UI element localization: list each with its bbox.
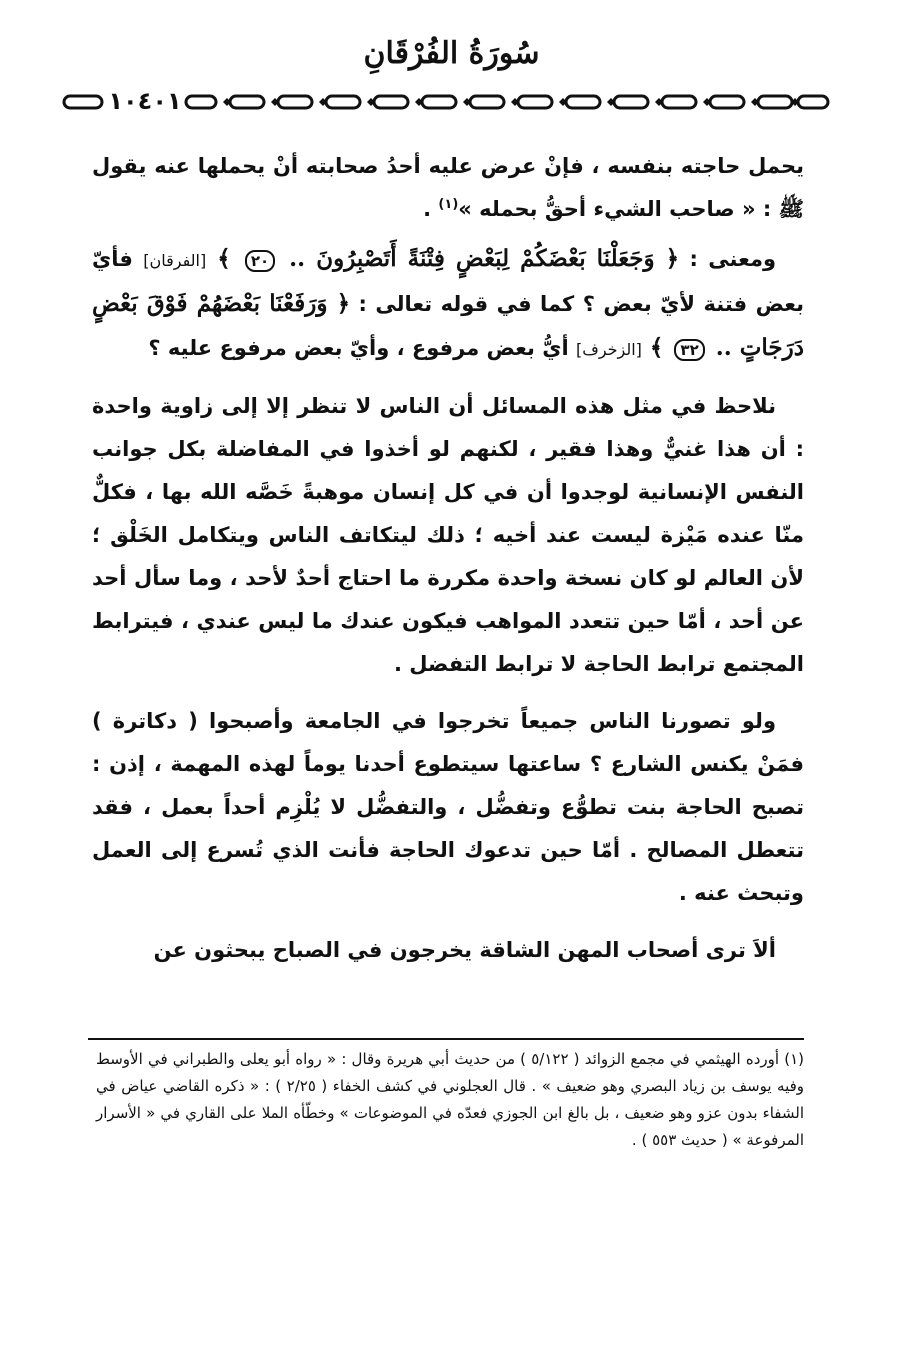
surah-reference: [الزخرف]	[575, 340, 642, 359]
paragraph-text: نلاحظ في مثل هذه المسائل أن الناس لا تنظر إلا إلى زاوية واحدة : أن هذا غنيٌّ وهذا فقير ، لكنهم لو أخذوا في المفاضلة بكل جوانب النفس الإنسانية لوجدوا أن في كل إنسان موهبةً خَصَّه الله بها ، فكلٌّ منّا عنده مَيْزة ليست عند أخيه ؛ ذلك ليتكاتف الناس ويتكامل الخَلْق ؛ لأن العالم لو كان نسخة واحدة مكررة ما احتاج أحدٌ لأحد ، وما سأل أحد عن أحد ، أمّا حين تتعدد المواهب فيكون عندك ما ليس عندي ، فيترابط المجتمع ترابط الحاجة لا ترابط التفضل .	[92, 394, 804, 676]
paragraph-text: أيُّ بعض مرفوع ، وأيّ بعض مرفوع عليه ؟	[148, 336, 576, 360]
paragraph-text: .	[423, 197, 439, 221]
paragraph	[92, 237, 804, 371]
paragraph-text: ولو تصورنا الناس جميعاً تخرجوا في الجامعة وأصبحوا ( دكاترة ) فمَنْ يكنس الشارع ؟ ساعتها سيتطوع أحدنا يوماً لهذه المهمة ، إذن : تصبح الحاجة بنت تطوُّع وتفضُّل ، والتفضُّل لا يُلْزِم أحداً بعمل ، فقد تتعطل المصالح . أمّا حين تدعوك الحاجة فأنت الذي تُسرع إلى العمل وتبحث عنه .	[92, 709, 804, 905]
ayah-number-badge: ٣٢	[674, 339, 704, 361]
paragraph-text: ألاَ ترى أصحاب المهن الشاقة يخرجون في الصباح يبحثون عن	[153, 938, 776, 962]
paragraph	[92, 700, 804, 915]
quran-bracket: ﴾	[206, 245, 242, 272]
paragraph-text: يحمل حاجته بنفسه ، فإنْ عرض عليه أحدُ صحابته أنْ يحملها عنه يقول ﷺ : « صاحب الشيء أحقُّ بحمله »	[92, 154, 804, 221]
paragraph-text: فأيّ بعض فتنة لأيّ بعض ؟ كما في قوله تعالى :	[92, 247, 804, 316]
paragraph-text: ومعنى :	[679, 247, 776, 271]
ayah-number-badge: ٢٠	[245, 250, 275, 272]
quran-verse: ﴿ وَجَعَلْنَا بَعْضَكُمْ لِبَعْضٍ فِتْنَةً أَتَصْبِرُونَ ..	[278, 245, 680, 272]
paragraph	[92, 385, 804, 686]
footnote-reference[interactable]: (١)	[438, 197, 459, 212]
paragraph	[92, 929, 804, 972]
footnote: (١) أورده الهيثمي في مجمع الزوائد ( ٥/١٢٢ ) من حديث أبي هريرة وقال : « رواه أبو يعلى والطبراني في الأوسط وفيه يوسف بن زياد البصري وهو ضعيف » . قال العجلوني في كشف الخفاء ( ٢/٢٥ ) : « ذكره القاضي عياض في الشفاء بدون عزو وهو ضعيف ، بل بالغ ابن الجوزي فعدّه في الموضوعات » وخطّأه الملا على القاري في « الأسرار المرفوعة » ( حديث ٥٥٣ ) .	[96, 1050, 805, 1149]
quran-bracket: ﴾	[641, 334, 672, 361]
footnote-divider	[88, 1038, 804, 1040]
quran-verse: ﴿ وَرَفَعْنَا بَعْضَهُمْ فَوْقَ بَعْضٍ دَرَجَاتٍ ..	[92, 290, 804, 361]
paragraph	[92, 145, 804, 231]
page-number: ١٠٤٠١	[108, 87, 182, 115]
surah-title: سُورَةُ الفُرْقَانِ	[363, 36, 540, 71]
surah-reference: [الفرقان]	[143, 251, 207, 270]
main-text	[92, 145, 804, 986]
